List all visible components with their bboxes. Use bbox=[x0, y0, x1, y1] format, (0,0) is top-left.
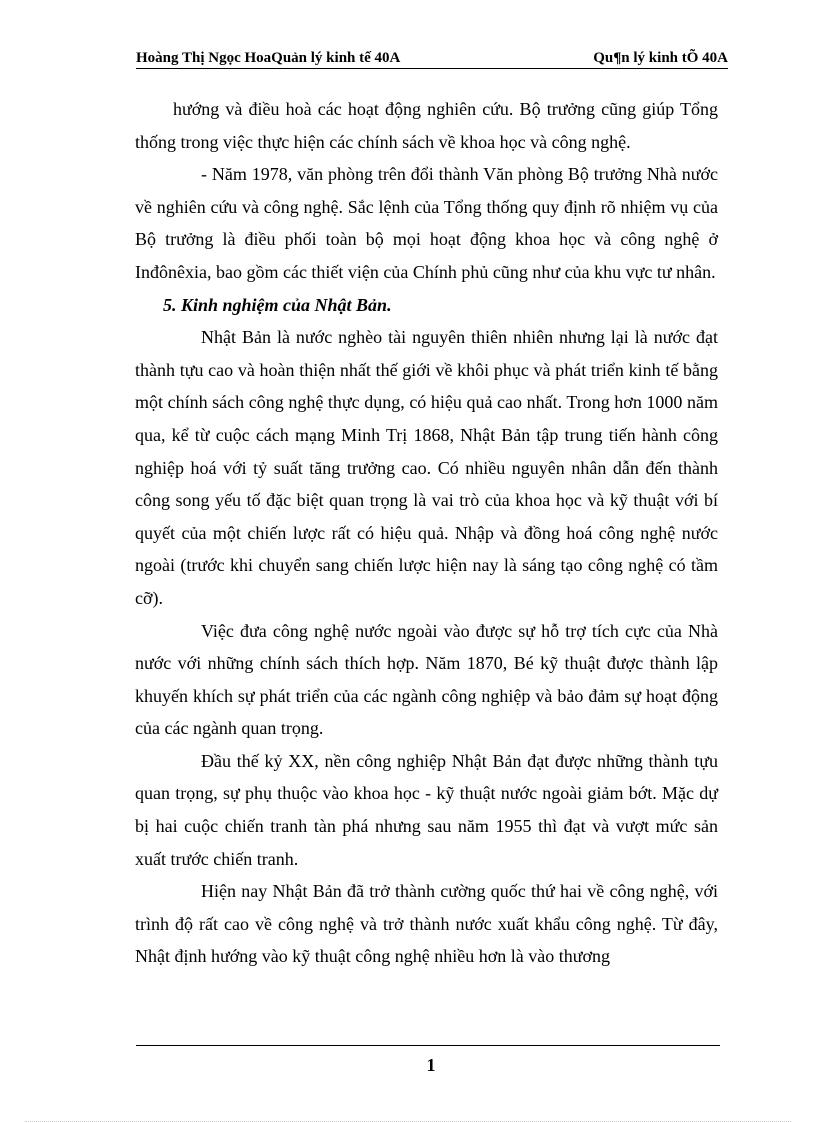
paragraph: hướng và điều hoà các hoạt động nghiên cứu. Bộ trưởng cũng giúp Tổng thống trong việc thực hiện các chính sách về khoa học và công nghệ. bbox=[135, 99, 718, 152]
paragraph: Việc đưa công nghệ nước ngoài vào được sự hỗ trợ tích cực của Nhà nước với những chính sách thích hợp. Năm 1870, Bé kỹ thuật được thành lập khuyến khích sự phát triển của các ngành công nghiệp và bảo đảm sự hoạt động của các ngành quan trọng. bbox=[135, 620, 718, 739]
page-bottom-border bbox=[25, 1121, 791, 1122]
paragraph: Hiện nay Nhật Bản đã trở thành cường quốc thứ hai về công nghệ, với trình độ rất cao về công nghệ và trở thành nước xuất khẩu công nghệ. Từ đây, Nhật định hướng vào kỹ thuật công nghệ nhiều hơn là vào thương bbox=[135, 881, 718, 967]
paragraph: Nhật Bản là nước nghèo tài nguyên thiên nhiên nhưng lại là nước đạt thành tựu cao và hoàn thiện nhất thế giới về khôi phục và phát triển kinh tế bằng một chính sách công nghệ thực dụng, có hiệu quả cao nhất. Trong hơn 1000 năm qua, kể từ cuộc cách mạng Minh Trị 1868, Nhật Bản tập trung tiến hành công nghiệp hoá với tỷ suất tăng trưởng cao. Có nhiều nguyên nhân dẫn đến thành công song yếu tố đặc biệt quan trọng là vai trò của khoa học và kỹ thuật với bí quyết của một chiến lược rất có hiệu quả. Nhập và đồng hoá công nghệ nước ngoài (trước khi chuyển sang chiến lược hiện nay là sáng tạo công nghệ có tầm cỡ). bbox=[135, 327, 718, 608]
paragraph: Đầu thế kỷ XX, nền công nghiệp Nhật Bản đạt được những thành tựu quan trọng, sự phụ thuộc vào khoa học - kỹ thuật nước ngoài giảm bớt. Mặc dự bị hai cuộc chiến tranh tàn phá nhưng sau năm 1955 thì đạt và vượt mức sản xuất trước chiến tranh. bbox=[135, 750, 718, 869]
header-author-course: Hoàng Thị Ngọc HoaQuản lý kinh tế 40A bbox=[136, 50, 401, 66]
section-heading: 5. Kinh nghiệm của Nhật Bản. bbox=[163, 294, 392, 315]
document-body bbox=[135, 93, 718, 973]
header-course: Qu¶n lý kinh tÕ 40A bbox=[593, 50, 728, 66]
footer-divider bbox=[136, 1045, 720, 1046]
page-header bbox=[136, 50, 728, 69]
page-number: 1 bbox=[426, 1055, 436, 1075]
paragraph: - Năm 1978, văn phòng trên đổi thành Văn phòng Bộ trưởng Nhà nước về nghiên cứu và công nghệ. Sắc lệnh của Tổng thống quy định rõ nhiệm vụ của Bộ trưởng là điều phối toàn bộ mọi hoạt động khoa học và công nghệ ở Inđônêxia, bao gồm các thiết viện của Chính phủ cũng như của khu vực tư nhân. bbox=[135, 164, 718, 282]
